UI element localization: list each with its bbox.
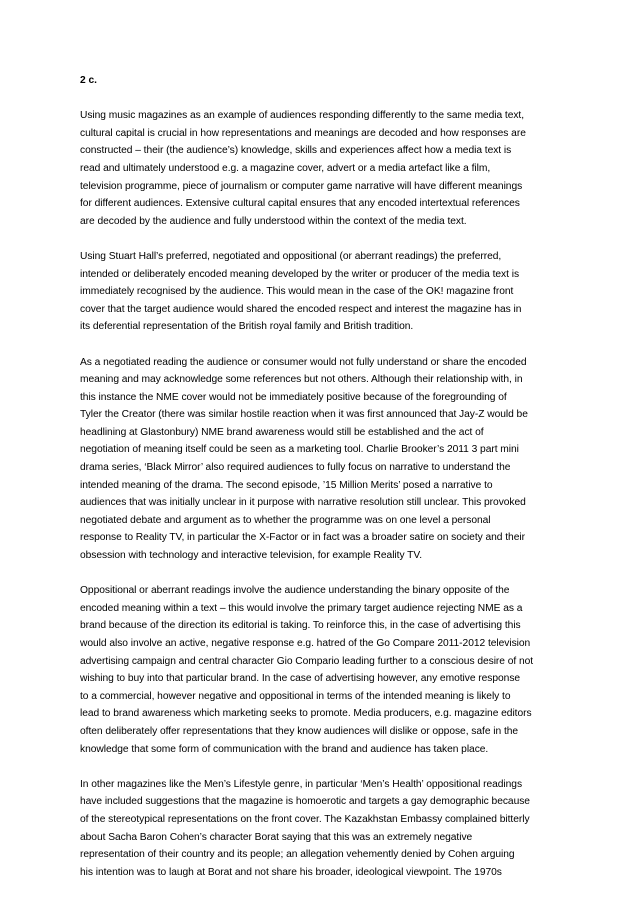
- paragraph-negotiated-reading: [80, 354, 564, 565]
- text-line: immediately recognised by the audience. This would mean in the case of the OK! magazine front: [80, 286, 514, 298]
- text-line: Oppositional or aberrant readings involve the audience understanding the binary opposite of the: [80, 585, 510, 597]
- text-line: response to Reality TV, in particular the X-Factor or in fact was a broader satire on society and their: [80, 532, 525, 544]
- text-line: to a commercial, however negative and oppositional in terms of the intended meaning is likely to: [80, 690, 511, 702]
- text-line: cover that the target audience would shared the encoded respect and interest the magazine has in: [80, 303, 522, 315]
- text-line: would also involve an active, negative response e.g. hatred of the Go Compare 2011-2012 television: [80, 638, 531, 649]
- paragraph-oppositional-reading: [80, 582, 564, 758]
- paragraph-preferred-reading: [80, 248, 564, 336]
- text-line: negotiated debate and argument as to whether the programme was on one level a personal: [80, 514, 491, 526]
- text-line: wishing to buy into that particular brand. In the case of advertising however, any emotive response: [80, 673, 521, 685]
- text-line: obsession with technology and interactive television, for example Reality TV.: [80, 550, 422, 562]
- text-line: As a negotiated reading the audience or consumer would not fully understand or share the encoded: [80, 356, 527, 368]
- text-line: Using Stuart Hall’s preferred, negotiated and oppositional (or aberrant readings) the preferred,: [80, 250, 502, 262]
- text-line: negotiation of meaning itself could be seen as a marketing tool. Charlie Brooker’s 2011 3 part mini: [80, 444, 519, 456]
- text-line: drama series, ‘Black Mirror’ also required audiences to fully focus on narrative to understand the: [80, 462, 511, 474]
- text-line: its deferential representation of the British royal family and British tradition.: [80, 321, 414, 333]
- text-line: audiences that was initially unclear in it purpose with narrative resolution still unclear. This provoked: [80, 497, 526, 509]
- text-line: for different audiences. Extensive cultural capital ensures that any encoded intertextual references: [80, 198, 520, 210]
- text-line: constructed – their (the audience’s) knowledge, skills and experiences affect how a media text is: [80, 145, 512, 157]
- text-line: cultural capital is crucial in how representations and meanings are decoded and how responses are: [80, 127, 526, 139]
- section-heading: 2 c.: [80, 75, 97, 86]
- text-line: of the stereotypical representations on the front cover. The Kazakhstan Embassy complained bitterly: [80, 813, 530, 825]
- text-line: often deliberately offer representations that they know audiences will dislike or oppose, safe in the: [80, 725, 519, 737]
- text-line: Tyler the Creator (there was similar hostile reaction when it was first announced that Jay-Z would be: [80, 409, 528, 421]
- text-line: encoded meaning within a text – this would involve the primary target audience rejecting NME as a: [80, 602, 523, 614]
- text-line: In other magazines like the Men’s Lifestyle genre, in particular ‘Men’s Health’ oppositional readings: [80, 778, 523, 790]
- document-page: [80, 72, 564, 899]
- text-line: meaning and may acknowledge some references but not others. Although their relationship with, in: [80, 374, 523, 386]
- text-line: his intention was to laugh at Borat and not share his broader, ideological viewpoint. The 1970s: [80, 866, 502, 878]
- text-line: representation of their country and its people; an allegation vehemently denied by Cohen arguing: [80, 849, 515, 861]
- text-line: are decoded by the audience and fully understood within the context of the media text.: [80, 215, 467, 227]
- text-line: television programme, piece of journalism or computer game narrative will have different meanings: [80, 180, 523, 192]
- text-line: lead to brand awareness which marketing seeks to promote. Media producers, e.g. magazine editors: [80, 708, 532, 720]
- text-line: brand because of the direction its editorial is taking. To reinforce this, in the case of advertising this: [80, 620, 521, 632]
- text-line: this instance the NME cover would not be immediately positive because of the foregrounding of: [80, 391, 507, 403]
- text-line: have included suggestions that the magazine is homoerotic and targets a gay demographic because: [80, 796, 530, 808]
- text-line: Using music magazines as an example of audiences responding differently to the same media text,: [80, 110, 525, 122]
- text-line: intended or deliberately encoded meaning developed by the writer or producer of the media text is: [80, 268, 520, 280]
- text-line: read and ultimately understood e.g. a magazine cover, advert or a media artefact like a film,: [80, 162, 491, 174]
- paragraph-mens-lifestyle: [80, 776, 564, 882]
- paragraph-cultural-capital: [80, 107, 564, 230]
- text-line: knowledge that some form of communication with the brand and audience has taken place.: [80, 743, 489, 755]
- text-line: advertising campaign and central character Gio Compario leading further to a conscious desire of not: [80, 655, 534, 667]
- text-line: intended meaning of the drama. The second episode, ’15 Million Merits’ posed a narrative to: [80, 479, 493, 491]
- text-line: headlining at Glastonbury) NME brand awareness would still be established and the act of: [80, 426, 484, 438]
- text-line: about Sacha Baron Cohen’s character Borat saying that this was an extremely negative: [80, 831, 473, 843]
